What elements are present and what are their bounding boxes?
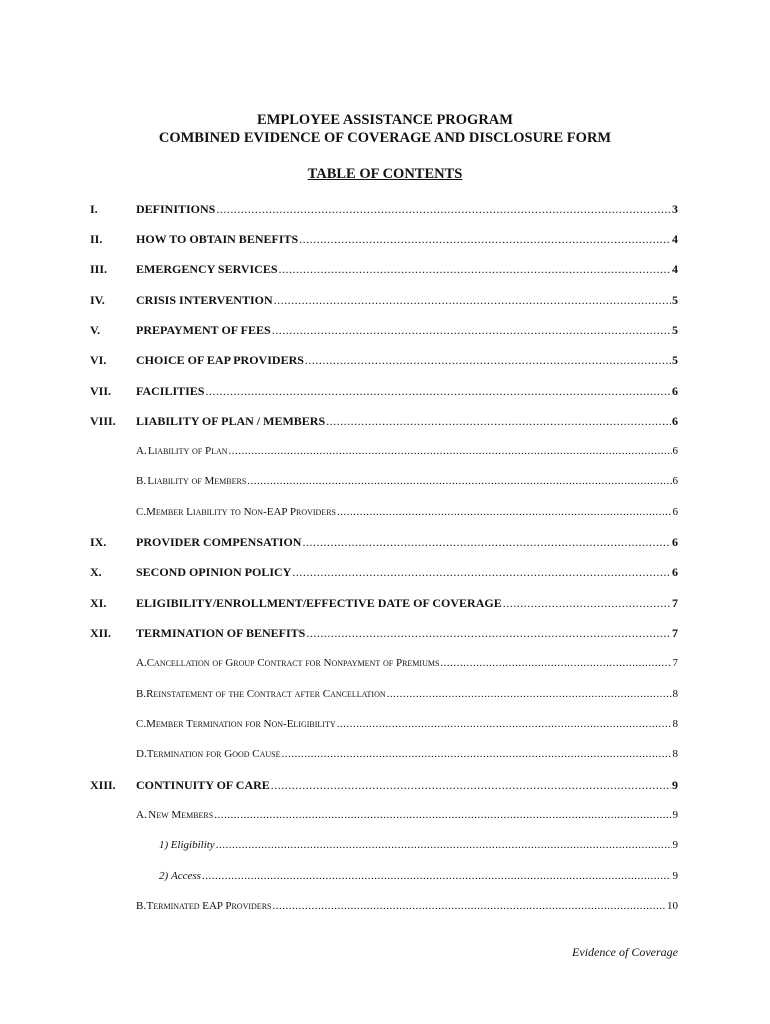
- page-footer: Evidence of Coverage: [572, 945, 678, 959]
- dot-leader: [274, 291, 671, 309]
- dot-leader: [247, 472, 671, 490]
- toc-entry-page: 6: [672, 535, 678, 549]
- dot-leader: [326, 412, 671, 430]
- toc-entry-page: 8: [672, 748, 678, 760]
- dot-leader: [272, 321, 671, 339]
- toc-entry-page: 4: [672, 262, 678, 276]
- toc-entry-page: 8: [672, 688, 678, 700]
- dot-leader: [214, 806, 671, 824]
- toc-subentry-label: New Members: [148, 809, 214, 821]
- dot-leader: [279, 260, 672, 278]
- toc-entry-liability-of-plan-members: [0, 412, 770, 430]
- toc-entry-page: 9: [672, 809, 678, 821]
- toc-subentry-letter: C.: [136, 506, 147, 518]
- toc-entry-number: VIII.: [90, 414, 116, 428]
- toc-entry-termination-of-benefits: [0, 624, 770, 642]
- toc-entry-number: XI.: [90, 596, 107, 610]
- toc-entry-page: 5: [672, 353, 678, 367]
- toc-subentry-new-members: [0, 806, 770, 824]
- toc-entry-number: VI.: [90, 353, 107, 367]
- dot-leader: [306, 624, 671, 642]
- toc-subsubentry-number: 1): [159, 839, 169, 851]
- toc-entry-page: 9: [672, 870, 678, 882]
- toc-subentry-letter: A.: [136, 657, 147, 669]
- toc-entry-page: 6: [672, 384, 678, 398]
- toc-entry-continuity-of-care: [0, 776, 770, 794]
- toc-subentry-cancellation-nonpayment: [0, 654, 770, 672]
- dot-leader: [299, 230, 671, 248]
- toc-subentry-letter: D.: [136, 748, 147, 760]
- toc-subentry-termination-good-cause: [0, 745, 770, 763]
- toc-entry-page: 8: [672, 718, 678, 730]
- toc-subentry-member-liability-non-eap: [0, 503, 770, 521]
- dot-leader: [337, 503, 672, 521]
- toc-entry-page: 7: [672, 596, 678, 610]
- toc-subsubentry-label: Eligibility: [170, 839, 215, 851]
- toc-entry-page: 7: [672, 626, 678, 640]
- toc-subsubentry-label: Access: [171, 870, 201, 882]
- toc-subentry-liability-of-members: [0, 472, 770, 490]
- document-title-line-1: EMPLOYEE ASSISTANCE PROGRAM: [257, 112, 513, 128]
- dot-leader: [503, 594, 671, 612]
- toc-entry-label: CHOICE OF EAP PROVIDERS: [136, 353, 304, 367]
- toc-entry-page: 5: [672, 293, 678, 307]
- toc-entry-label: DEFINITIONS: [136, 202, 216, 216]
- toc-entry-number: IV.: [90, 293, 105, 307]
- dot-leader: [282, 745, 672, 763]
- toc-entry-number: XII.: [90, 626, 112, 640]
- dot-leader: [292, 563, 671, 581]
- toc-entry-page: 9: [672, 778, 678, 792]
- dot-leader: [302, 533, 671, 551]
- toc-subentry-label: Member Termination for Non-Eligibility: [146, 718, 336, 730]
- toc-subentry-label: Liability of Plan: [147, 445, 228, 457]
- toc-entry-page: 9: [672, 839, 678, 851]
- toc-entry-page: 6: [672, 506, 678, 518]
- toc-entry-label: CONTINUITY OF CARE: [136, 778, 270, 792]
- dot-leader: [440, 654, 671, 672]
- toc-subentry-member-termination: [0, 715, 770, 733]
- toc-subentry-label: Reinstatement of the Contract after Cancellation: [146, 688, 386, 700]
- toc-entry-second-opinion-policy: [0, 563, 770, 581]
- toc-subentry-terminated-eap-providers: [0, 897, 770, 915]
- toc-subentry-liability-of-plan: [0, 442, 770, 460]
- toc-entry-label: LIABILITY OF PLAN / MEMBERS: [136, 414, 326, 428]
- toc-subentry-reinstatement: [0, 685, 770, 703]
- dot-leader: [205, 382, 671, 400]
- toc-subentry-label: Terminated EAP Providers: [146, 900, 272, 912]
- dot-leader: [305, 351, 671, 369]
- toc-entry-label: SECOND OPINION POLICY: [136, 565, 292, 579]
- toc-entry-label: ELIGIBILITY/ENROLLMENT/EFFECTIVE DATE OF COVERAGE: [136, 596, 502, 610]
- toc-subentry-label: Termination for Good Cause: [146, 748, 281, 760]
- toc-entry-number: IX.: [90, 535, 107, 549]
- toc-entry-page: 6: [672, 565, 678, 579]
- toc-entry-label: HOW TO OBTAIN BENEFITS: [136, 232, 299, 246]
- toc-entry-prepayment-of-fees: [0, 321, 770, 339]
- toc-entry-number: X.: [90, 565, 102, 579]
- dot-leader: [271, 776, 671, 794]
- toc-entry-page: 4: [672, 232, 678, 246]
- toc-subsubentry-access: [0, 867, 770, 885]
- toc-entry-eligibility-enrollment: [0, 594, 770, 612]
- dot-leader: [337, 715, 672, 733]
- toc-entry-crisis-intervention: [0, 291, 770, 309]
- toc-subsubentry-number: 2): [159, 870, 169, 882]
- dot-leader: [216, 836, 672, 854]
- dot-leader: [202, 867, 672, 885]
- toc-entry-page: 3: [672, 202, 678, 216]
- toc-entry-provider-compensation: [0, 533, 770, 551]
- toc-subentry-letter: A.: [136, 445, 147, 457]
- toc-subentry-letter: B.: [136, 688, 147, 700]
- toc-entry-label: FACILITIES: [136, 384, 205, 398]
- toc-entry-number: VII.: [90, 384, 112, 398]
- toc-entry-page: 10: [667, 900, 678, 912]
- toc-entry-how-to-obtain-benefits: [0, 230, 770, 248]
- toc-entry-number: V.: [90, 323, 101, 337]
- toc-entry-label: PREPAYMENT OF FEES: [136, 323, 271, 337]
- toc-entry-page: 6: [672, 414, 678, 428]
- toc-subsubentry-eligibility: [0, 836, 770, 854]
- toc-entry-number: II.: [90, 232, 103, 246]
- toc-subentry-label: Cancellation of Group Contract for Nonpayment of Premiums: [146, 657, 440, 669]
- toc-entry-emergency-services: [0, 260, 770, 278]
- toc-subentry-label: Liability of Members: [147, 475, 247, 487]
- toc-entry-page: 7: [672, 657, 678, 669]
- toc-subentry-letter: B.: [136, 475, 147, 487]
- toc-subentry-letter: C.: [136, 718, 147, 730]
- dot-leader: [272, 897, 666, 915]
- toc-entry-number: I.: [90, 202, 98, 216]
- toc-heading: TABLE OF CONTENTS: [307, 166, 463, 182]
- toc-subentry-letter: B.: [136, 900, 147, 912]
- toc-entry-number: XIII.: [90, 778, 116, 792]
- toc-entry-page: 6: [672, 445, 678, 457]
- toc-entry-label: CRISIS INTERVENTION: [136, 293, 273, 307]
- toc-entry-label: PROVIDER COMPENSATION: [136, 535, 302, 549]
- toc-subentry-label: Member Liability to Non-EAP Providers: [146, 506, 336, 518]
- toc-entry-facilities: [0, 382, 770, 400]
- dot-leader: [387, 685, 672, 703]
- toc-entry-page: 5: [672, 323, 678, 337]
- dot-leader: [229, 442, 672, 460]
- toc-entry-label: TERMINATION OF BENEFITS: [136, 626, 306, 640]
- toc-entry-number: III.: [90, 262, 108, 276]
- dot-leader: [216, 200, 671, 218]
- toc-entry-definitions: [0, 200, 770, 218]
- toc-subentry-letter: A.: [136, 809, 147, 821]
- document-title-line-2: COMBINED EVIDENCE OF COVERAGE AND DISCLOSURE FORM: [158, 130, 612, 146]
- toc-entry-label: EMERGENCY SERVICES: [136, 262, 278, 276]
- toc-entry-page: 6: [672, 475, 678, 487]
- toc-entry-choice-of-eap-providers: [0, 351, 770, 369]
